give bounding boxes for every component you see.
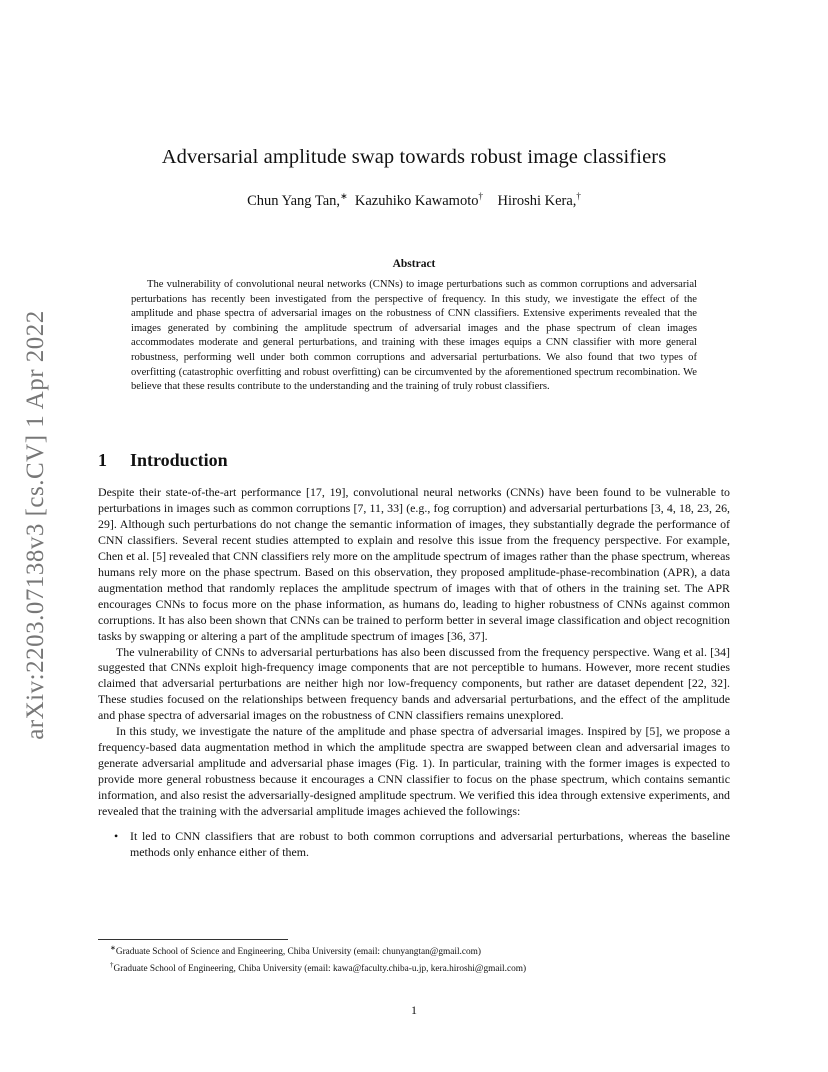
introduction-body bbox=[98, 485, 730, 861]
list-item-text: It led to CNN classifiers that are robust to both common corruptions and adversarial perturbations, whereas the baseline methods only enhance either of them. bbox=[130, 829, 730, 859]
list-item bbox=[114, 829, 730, 861]
footnote-1 bbox=[98, 942, 730, 959]
author-1-name: Chun Yang Tan, bbox=[247, 193, 341, 209]
footnote-2-mark: † bbox=[110, 961, 114, 970]
footnote-1-mark: ∗ bbox=[110, 944, 116, 952]
section-title: Introduction bbox=[130, 450, 228, 470]
author-2-mark: † bbox=[478, 191, 483, 201]
findings-list bbox=[98, 829, 730, 861]
footnote-divider bbox=[98, 939, 288, 940]
footnotes bbox=[98, 942, 730, 976]
author-2-name: Kazuhiko Kawamoto bbox=[354, 193, 479, 209]
paragraph-1: Despite their state-of-the-art performance [17, 19], convolutional neural networks (CNNs) have been found to be vulnerable to perturbations in images such as common corruptions [7, 11, 33] (e.g., fog corruption) and adversarial perturbations [3, 4, 18, 23, 26, 29]. Although such perturbations do not change the semantic information of images, they substantially degrade the performance of CNN classifiers. Several recent studies attempted to explain and resolve this issue from the frequency perspective. For example, Chen et al. [5] revealed that CNN classifiers rely more on the amplitude spectrum of images rather than the phase spectrum, whereas humans rely more on the phase spectrum. Based on this observation, they proposed amplitude-phase-recombination (APR), a data augmentation method that randomly replaces the amplitude spectrum of images with that of others in the training set. The APR encourages CNNs to focus more on the phase information, as humans do, leading to higher robustness of CNNs against common corruptions. It has also been shown that CNNs can be trained to perform better in several image classification and object recognition tasks by swapping or altering a part of the amplitude spectrum of images [36, 37]. bbox=[98, 485, 730, 643]
footnote-2-text: Graduate School of Engineering, Chiba University (email: kawa@faculty.chiba-u.jp, kera.hiroshi@gmail.com) bbox=[113, 964, 527, 975]
page-number: 1 bbox=[411, 1003, 417, 1017]
arxiv-identifier-stamp bbox=[20, 290, 52, 760]
author-3 bbox=[497, 193, 580, 209]
author-1 bbox=[247, 193, 348, 209]
author-2 bbox=[355, 193, 483, 209]
section-number: 1 bbox=[98, 450, 107, 470]
author-3-name: Hiroshi Kera, bbox=[497, 193, 577, 209]
section-heading-introduction bbox=[98, 450, 228, 471]
author-1-mark: ∗ bbox=[340, 191, 348, 201]
abstract-heading: Abstract bbox=[392, 258, 436, 270]
bullet-icon: • bbox=[114, 829, 119, 844]
author-list bbox=[98, 191, 730, 210]
footnote-2 bbox=[98, 959, 730, 976]
footnote-1-text: Graduate School of Science and Engineering, Chiba University (email: chunyangtan@gmail.com) bbox=[115, 947, 481, 957]
abstract-body: The vulnerability of convolutional neural networks (CNNs) to image perturbations such as common corruptions and adversarial perturbations has recently been investigated from the perspective of frequency. In this study, we investigate the effect of the amplitude and phase spectra of adversarial images on the robustness of CNN classifiers. Extensive experiments revealed that the images generated by combining the amplitude spectrum of adversarial images and the phase spectrum of clean images accommodates moderate and general perturbations, and training with these images equips a CNN classifier with more general robustness, performing well under both common corruptions and adversarial perturbations. We also found that two types of overfitting (catastrophic overfitting and robust overfitting) can be circumvented by the aforementioned spectrum recombination. We believe that these results contribute to the understanding and the training of truly robust classifiers. bbox=[131, 279, 697, 393]
arxiv-identifier-text: arXiv:2203.07138v3 [cs.CV] 1 Apr 2022 bbox=[22, 310, 49, 740]
paper-title: Adversarial amplitude swap towards robust image classifiers bbox=[161, 146, 667, 168]
paragraph-3: In this study, we investigate the nature of the amplitude and phase spectra of adversarial images. Inspired by [5], we propose a frequency-based data augmentation method in which the amplitude spectra are swapped between clean and adversarial images to generate adversarial amplitude and adversarial phase images (Fig. 1). In particular, training with the former images is expected to provide more general robustness because it encourages a CNN classifier to focus on the phase spectrum, which contains semantic information, and also resist the adversarially-designed amplitude spectrum. We verified this idea through extensive experiments, and revealed that the training with the adversarial amplitude images achieved the followings: bbox=[98, 724, 730, 819]
paragraph-2: The vulnerability of CNNs to adversarial perturbations has also been discussed from the frequency perspective. Wang et al. [34] suggested that CNNs exploit high-frequency image components that are not perceptible to humans. However, more recent studies claimed that adversarial perturbations are neither high nor low-frequency components, but rather are dataset dependent [22, 32]. These studies focused on the relationships between frequency bands and adversarial perturbations, and the effect of the amplitude and phase spectra of adversarial images on the robustness of CNN classifiers remains unexplored. bbox=[98, 644, 730, 723]
author-3-mark: † bbox=[576, 191, 581, 201]
